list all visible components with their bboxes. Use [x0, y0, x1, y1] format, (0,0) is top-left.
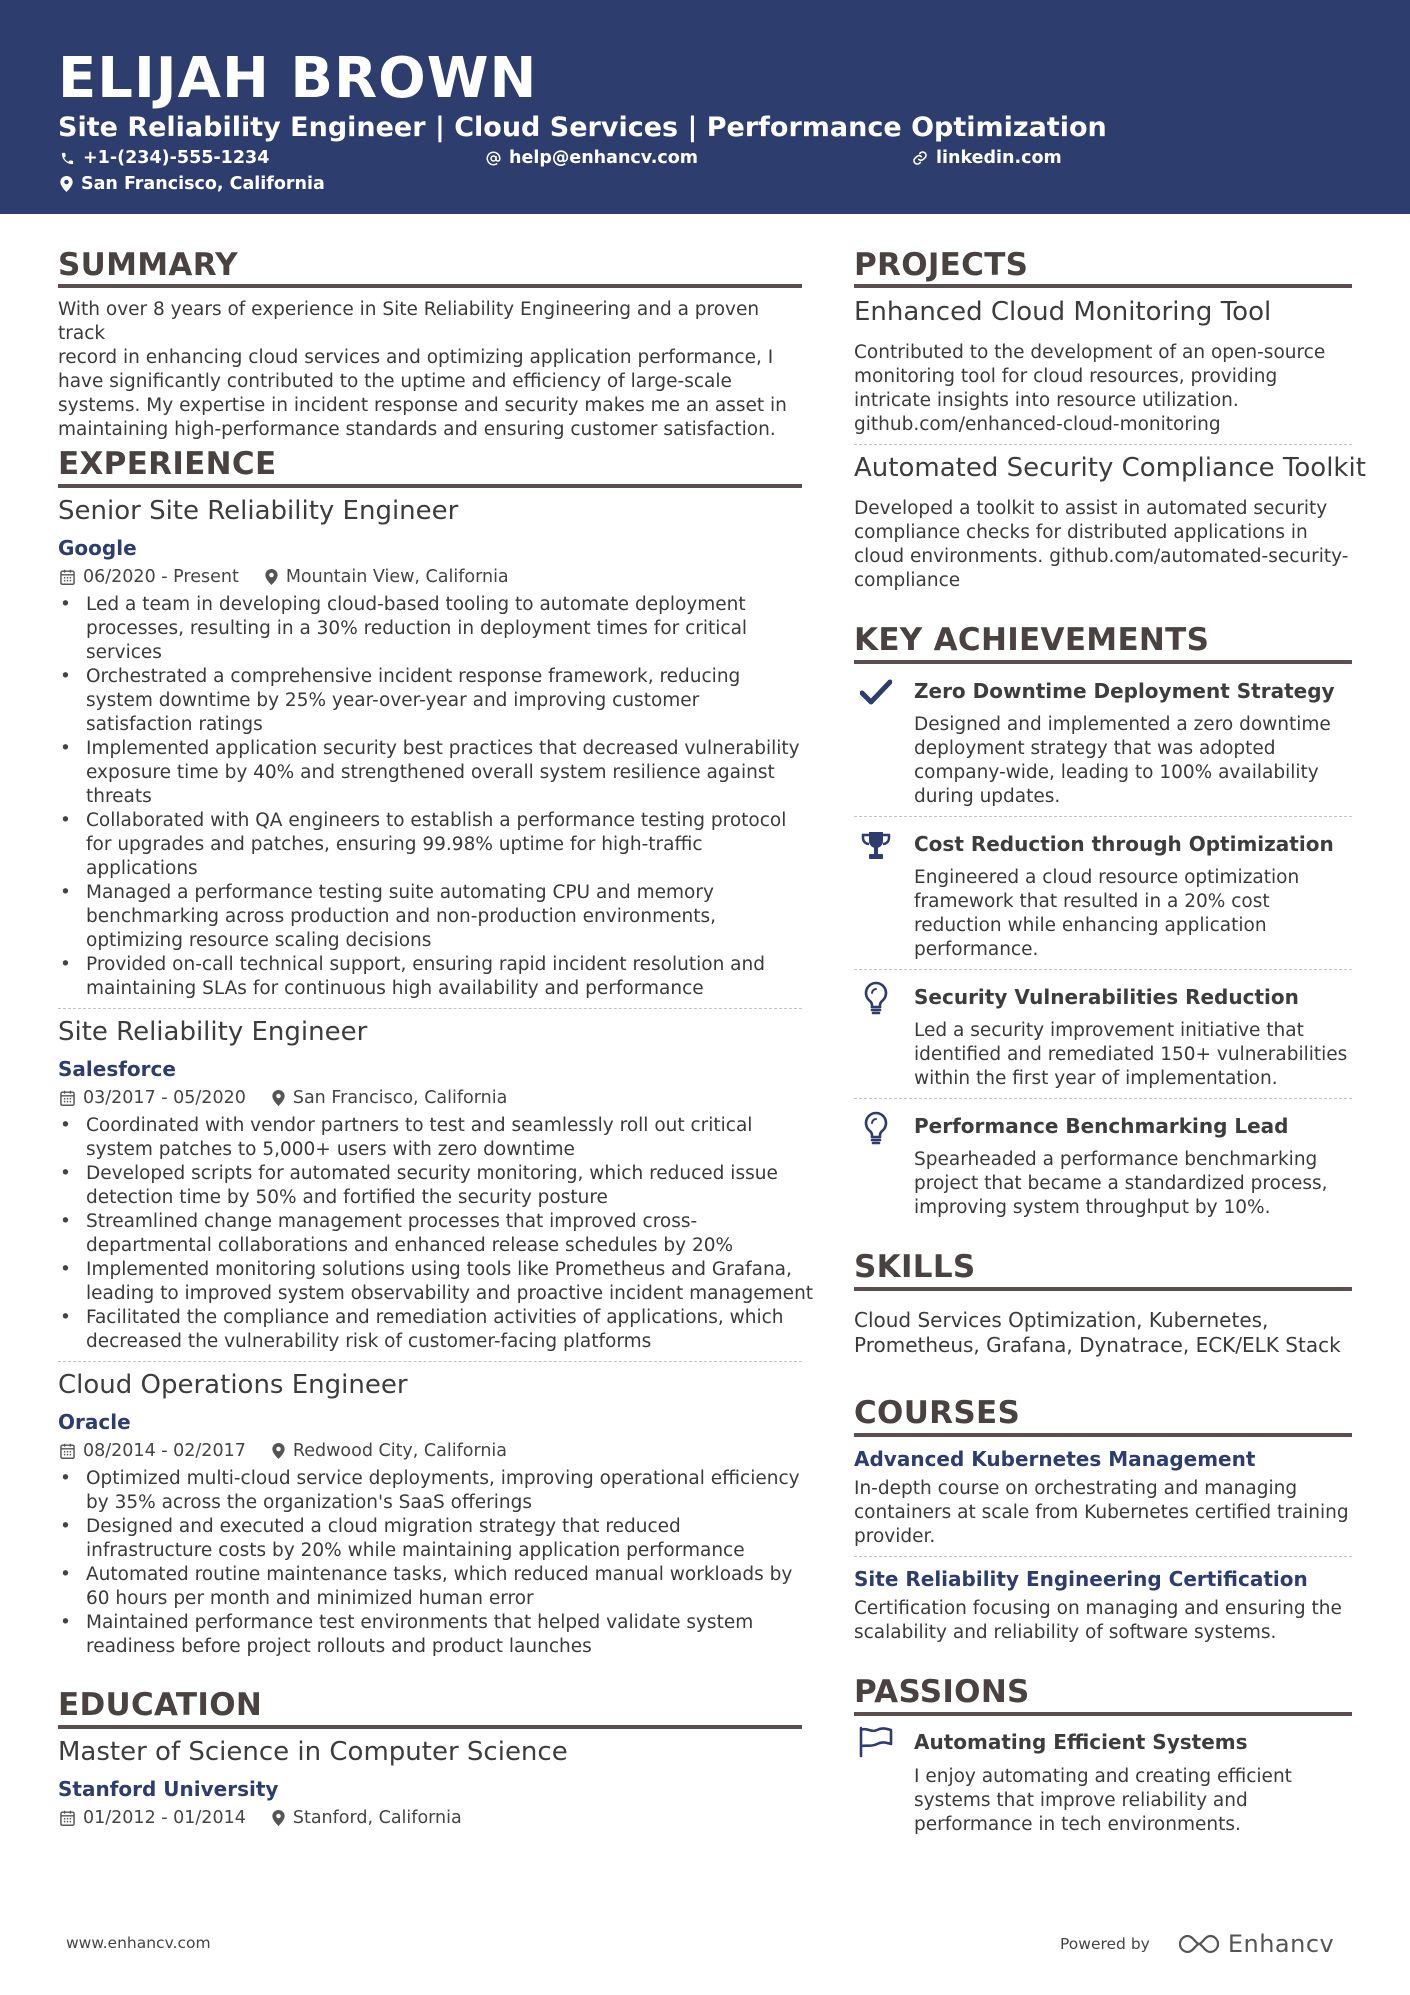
education-dates: 01/2012 - 01/2014 [83, 1808, 246, 1828]
education-location-text: Stanford, California [292, 1808, 462, 1828]
course-title: Advanced Kubernetes Management [854, 1447, 1256, 1471]
courses-rule [854, 1433, 1352, 1437]
job-meta [60, 1439, 507, 1463]
job-bullets [58, 1467, 818, 1659]
project-description: Developed a toolkit to assist in automated security compliance checks for distributed applications in cloud environments. github.com/automated-security- compliance [854, 498, 1349, 591]
lightbulb-icon [856, 978, 896, 1018]
list-item: • Orchestrated a comprehensive incident response framework, reducing system downtime by 25% year-over-year and improving customer satisfaction ratings [58, 665, 818, 737]
trophy-icon [856, 826, 896, 866]
achievements-heading: KEY ACHIEVEMENTS [854, 622, 1210, 658]
job-dates: 03/2017 - 05/2020 [83, 1088, 246, 1108]
divider [854, 969, 1352, 970]
achievement-description: Engineered a cloud resource optimization framework that resulted in a 20% cost reduction while enhancing application performance. [914, 867, 1300, 960]
course-title: Site Reliability Engineering Certification [854, 1567, 1308, 1591]
list-item: • Coordinated with vendor partners to test and seamlessly roll out critical system patches to 5,000+ users with zero downtime [58, 1114, 818, 1162]
flag-icon [856, 1722, 896, 1762]
achievement-title: Zero Downtime Deployment Strategy [914, 679, 1335, 703]
achievement-title: Performance Benchmarking Lead [914, 1114, 1289, 1138]
job-bullets [58, 1114, 818, 1354]
lightbulb-icon [856, 1108, 896, 1148]
list-item: • Optimized multi-cloud service deployments, improving operational efficiency by 35% across the organization's SaaS offerings [58, 1467, 818, 1515]
school-name: Stanford University [58, 1777, 279, 1801]
phone-contact [60, 146, 269, 170]
location-pin-icon [272, 1810, 285, 1826]
list-item: • Streamlined change management processes that improved cross- departmental collaborations and enhanced release schedules by 20% [58, 1210, 818, 1258]
list-item: • Facilitated the compliance and remediation activities of applications, which decreased the vulnerability risk of customer-facing platforms [58, 1306, 818, 1354]
list-item: • Automated routine maintenance tasks, which reduced manual workloads by 60 hours per month and minimized human error [58, 1563, 818, 1611]
list-item: • Implemented application security best practices that decreased vulnerability exposure time by 40% and strengthened overall system resilience against threats [58, 737, 818, 809]
list-item: • Collaborated with QA engineers to establish a performance testing protocol for upgrades and patches, ensuring 99.98% uptime for high-traffic applications [58, 809, 818, 881]
summary-line: record in enhancing cloud services and optimizing application performance, I [58, 347, 774, 368]
calendar-icon [60, 569, 75, 585]
location-pin-icon [272, 1443, 285, 1459]
experience-rule [58, 484, 802, 488]
location-contact [60, 172, 325, 196]
passions-rule [854, 1712, 1352, 1716]
at-icon [486, 151, 501, 166]
education-rule [58, 1725, 802, 1729]
projects-rule [854, 284, 1352, 288]
project-title: Automated Security Compliance Toolkit [854, 453, 1366, 483]
summary-line: With over 8 years of experience in Site Reliability Engineering and a proven track [58, 299, 760, 344]
achievement-title: Cost Reduction through Optimization [914, 832, 1334, 856]
job-location-text: San Francisco, California [292, 1088, 508, 1108]
job-dates: 08/2014 - 02/2017 [83, 1441, 246, 1461]
list-item: • Provided on-call technical support, ensuring rapid incident resolution and maintaining SLAs for continuous high availability and performance [58, 953, 818, 1001]
project-title: Enhanced Cloud Monitoring Tool [854, 297, 1272, 327]
location-pin-icon [265, 569, 278, 585]
candidate-name: ELIJAH BROWN [58, 46, 538, 111]
summary-line: maintaining high-performance standards and ensuring customer satisfaction. [58, 419, 776, 440]
summary-line: systems. My expertise in incident response and security makes me an asset in [58, 395, 787, 416]
divider [854, 1556, 1352, 1557]
list-item: • Led a team in developing cloud-based tooling to automate deployment processes, resulting in a 30% reduction in deployment times for critical services [58, 593, 818, 665]
achievement-description: Designed and implemented a zero downtime deployment strategy that was adopted company-wide, leading to 100% availability during updates. [914, 714, 1331, 807]
checkmark-icon [856, 672, 896, 712]
project-description: Contributed to the development of an open-source monitoring tool for cloud resources, providing intricate insights into resource utilization. github.com/enhanced-cloud-monitoring [854, 342, 1326, 435]
job-role: Cloud Operations Engineer [58, 1370, 408, 1400]
job-meta [60, 565, 509, 589]
list-item: • Developed scripts for automated security monitoring, which reduced issue detection time by 50% and fortified the security posture [58, 1162, 818, 1210]
skills-rule [854, 1287, 1352, 1291]
education-meta [60, 1806, 462, 1830]
achievement-title: Security Vulnerabilities Reduction [914, 985, 1299, 1009]
education-location [272, 1806, 462, 1830]
phone-text: +1-(234)-555-1234 [83, 148, 270, 168]
list-item: • Managed a performance testing suite automating CPU and memory benchmarking across production and non-production environments, optimizing resource scaling decisions [58, 881, 818, 953]
calendar-icon [60, 1090, 75, 1106]
job-meta [60, 1086, 507, 1110]
powered-by-label: Powered by [1060, 1935, 1150, 1953]
course-description: Certification focusing on managing and ensuring the scalability and reliability of software systems. [854, 1598, 1342, 1643]
summary-text [58, 298, 808, 442]
job-location [272, 1439, 507, 1463]
passions-heading: PASSIONS [854, 1674, 1030, 1710]
job-dates: 06/2020 - Present [83, 567, 239, 587]
enhancv-logo-icon [1176, 1932, 1222, 1956]
divider [854, 816, 1352, 817]
job-location [272, 1086, 507, 1110]
divider [854, 444, 1352, 445]
candidate-tagline: Site Reliability Engineer | Cloud Services | Performance Optimization [58, 112, 1107, 143]
divider [58, 1361, 802, 1362]
summary-line: have significantly contributed to the uptime and efficiency of large-scale [58, 371, 732, 392]
job-location-text: Redwood City, California [292, 1441, 508, 1461]
linkedin-text: linkedin.com [936, 148, 1062, 168]
passion-title: Automating Efficient Systems [914, 1730, 1248, 1754]
divider [58, 1008, 802, 1009]
footer-branding [1060, 1930, 1334, 1958]
divider [854, 1098, 1352, 1099]
skills-list: Cloud Services Optimization, Kubernetes, Prometheus, Grafana, Dynatrace, ECK/ELK Stack [854, 1308, 1341, 1357]
summary-heading: SUMMARY [58, 247, 238, 283]
job-role: Site Reliability Engineer [58, 1017, 368, 1047]
resume-header [0, 0, 1410, 214]
achievements-rule [854, 660, 1352, 664]
location-text: San Francisco, California [81, 174, 325, 194]
achievement-description: Spearheaded a performance benchmarking project that became a standardized process, improving system throughput by 10%. [914, 1149, 1328, 1218]
achievement-description: Led a security improvement initiative that identified and remediated 150+ vulnerabilities within the first year of implementation. [914, 1020, 1348, 1089]
calendar-icon [60, 1810, 75, 1826]
list-item: • Maintained performance test environments that helped validate system readiness before project rollouts and product launches [58, 1611, 818, 1659]
job-location [265, 565, 509, 589]
passion-description: I enjoy automating and creating efficient systems that improve reliability and performance in tech environments. [914, 1766, 1292, 1835]
job-location-text: Mountain View, California [285, 567, 509, 587]
course-description: In-depth course on orchestrating and managing containers at scale from Kubernetes certified training provider. [854, 1478, 1349, 1547]
phone-icon [60, 151, 75, 166]
summary-rule [58, 284, 802, 288]
projects-heading: PROJECTS [854, 247, 1029, 283]
email-text: help@enhancv.com [509, 148, 699, 168]
linkedin-contact[interactable] [912, 146, 1062, 170]
footer-website[interactable]: www.enhancv.com [66, 1934, 211, 1952]
list-item: • Designed and executed a cloud migration strategy that reduced infrastructure costs by 20% while maintaining application performance [58, 1515, 818, 1563]
email-contact[interactable] [486, 146, 698, 170]
job-role: Senior Site Reliability Engineer [58, 496, 459, 526]
courses-heading: COURSES [854, 1395, 1021, 1431]
degree-title: Master of Science in Computer Science [58, 1737, 568, 1767]
job-bullets [58, 593, 818, 1001]
job-company: Google [58, 536, 137, 560]
brand-name: Enhancv [1227, 1930, 1335, 1958]
experience-heading: EXPERIENCE [58, 446, 277, 482]
skills-heading: SKILLS [854, 1249, 976, 1285]
location-pin-icon [60, 176, 73, 192]
location-pin-icon [272, 1090, 285, 1106]
list-item: • Implemented monitoring solutions using tools like Prometheus and Grafana, leading to improved system observability and proactive incident management [58, 1258, 818, 1306]
calendar-icon [60, 1443, 75, 1459]
education-heading: EDUCATION [58, 1687, 263, 1723]
job-company: Salesforce [58, 1057, 176, 1081]
link-icon [912, 150, 928, 166]
job-company: Oracle [58, 1410, 131, 1434]
